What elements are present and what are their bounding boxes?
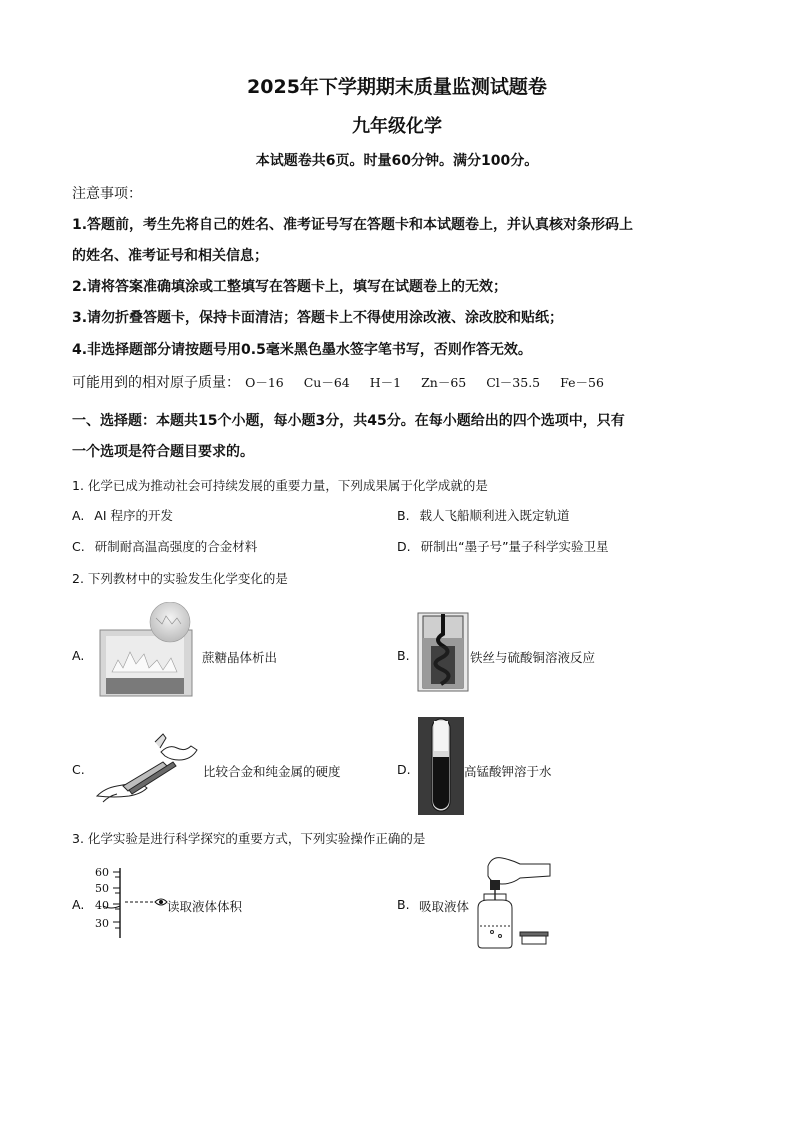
atomic-mass-value: Cu－64 bbox=[303, 375, 350, 390]
question-3-stem: 3. 化学实验是进行科学探究的重要方式，下列实验操作正确的是 bbox=[72, 831, 426, 846]
option-letter: B. bbox=[397, 508, 410, 523]
option-letter: D. bbox=[397, 539, 411, 554]
option-text: 研制耐高温高强度的合金材料 bbox=[94, 539, 258, 554]
q1-option-d bbox=[397, 537, 609, 555]
notes-heading: 注意事项： bbox=[72, 186, 142, 202]
option-letter: A. bbox=[72, 508, 85, 523]
question-1-stem: 1. 化学已成为推动社会可持续发展的重要力量，下列成果属于化学成就的是 bbox=[72, 478, 488, 493]
q3-option-b-text: 吸取液体 bbox=[419, 899, 470, 914]
potassium-permanganate-tube-image bbox=[418, 717, 464, 815]
q3-option-a-text: 读取液体体积 bbox=[167, 899, 243, 914]
option-text: AI 程序的开发 bbox=[94, 508, 174, 523]
q1-option-c bbox=[72, 537, 257, 555]
q2-option-a-letter: A. bbox=[72, 648, 85, 663]
option-letter: C. bbox=[72, 539, 85, 554]
note-4: 4.非选择题部分请按题号用0.5毫米黑色墨水签字笔书写，否则作答无效。 bbox=[72, 342, 532, 358]
atomic-mass-value: Cl－35.5 bbox=[486, 375, 541, 390]
atomic-masses-row bbox=[72, 372, 620, 392]
option-text: 载人飞船顺利进入既定轨道 bbox=[419, 508, 570, 523]
dropper-bottle-image bbox=[470, 852, 554, 950]
q2-option-b-text: 铁丝与硫酸铜溶液反应 bbox=[470, 650, 596, 665]
iron-wire-beaker-image bbox=[417, 612, 469, 692]
atomic-masses-label: 可能用到的相对原子质量： bbox=[72, 375, 240, 391]
atomic-mass-value: Fe－56 bbox=[560, 375, 604, 390]
section-1-heading: 一、选择题：本题共15个小题，每小题3分，共45分。在每小题给出的四个选项中，只有 bbox=[72, 413, 625, 429]
option-text: 研制出“墨子号”量子科学实验卫星 bbox=[420, 539, 609, 554]
q2-option-a-text: 蔗糖晶体析出 bbox=[202, 650, 278, 665]
note-2: 2.请将答案准确填涂或工整填写在答题卡上，填写在试题卷上的无效； bbox=[72, 279, 508, 295]
q1-option-a bbox=[72, 506, 173, 524]
q3-option-a-letter: A. bbox=[72, 897, 85, 912]
sugar-crystal-image bbox=[98, 602, 198, 698]
exam-info: 本试题卷共6页。时量60分钟。满分100分。 bbox=[255, 153, 539, 169]
section-1-heading-cont: 一个选项是符合题目要求的。 bbox=[72, 444, 254, 460]
cylinder-tick-label: 50 bbox=[95, 882, 109, 895]
q2-option-d-letter: D. bbox=[397, 762, 411, 777]
q3-option-b-letter: B. bbox=[397, 897, 410, 912]
cylinder-tick-label: 40 bbox=[95, 899, 109, 912]
q2-option-c-letter: C. bbox=[72, 762, 85, 777]
subject-title: 九年级化学 bbox=[352, 116, 442, 137]
atomic-mass-value: O－16 bbox=[245, 375, 284, 390]
note-1: 1.答题前，考生先将自己的姓名、准考证号写在答题卡和本试题卷上，并认真核对条形码上 bbox=[72, 217, 634, 233]
eye-sight-line-icon bbox=[125, 895, 169, 909]
q2-option-d-text: 高锰酸钾溶于水 bbox=[464, 764, 552, 779]
alloy-scratch-image bbox=[93, 730, 201, 804]
atomic-mass-value: Zn－65 bbox=[421, 375, 467, 390]
exam-title: 2025年下学期期末质量监测试题卷 bbox=[247, 76, 547, 98]
question-2-stem: 2. 下列教材中的实验发生化学变化的是 bbox=[72, 571, 288, 586]
cylinder-tick-label: 30 bbox=[95, 917, 109, 930]
cylinder-tick-label: 60 bbox=[95, 866, 109, 879]
atomic-masses-values bbox=[245, 375, 620, 390]
q2-option-b-letter: B. bbox=[397, 648, 410, 663]
graduated-cylinder bbox=[95, 866, 125, 940]
q1-option-b bbox=[397, 506, 570, 524]
atomic-mass-value: H－1 bbox=[369, 375, 402, 390]
q2-option-c-text: 比较合金和纯金属的硬度 bbox=[203, 764, 341, 779]
note-1-cont: 的姓名、准考证号和相关信息； bbox=[72, 248, 268, 264]
note-3: 3.请勿折叠答题卡，保持卡面清洁；答题卡上不得使用涂改液、涂改胶和贴纸； bbox=[72, 310, 564, 326]
